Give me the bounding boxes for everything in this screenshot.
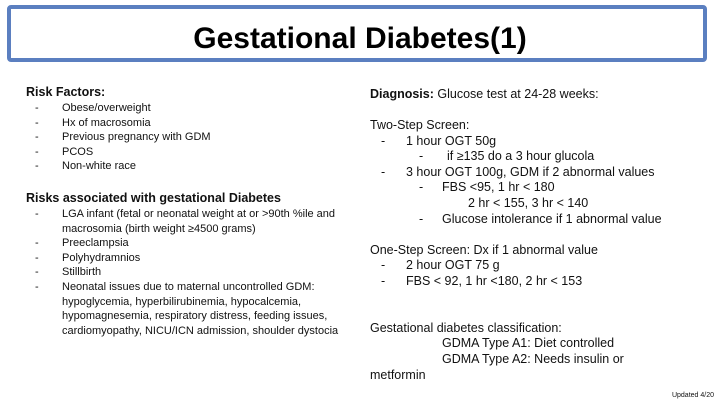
risk-factor-item: - Non-white race bbox=[35, 159, 325, 174]
one-step-item-1: - 2 hour OGT 75 g bbox=[381, 258, 500, 272]
two-step-item-2: - 3 hour OGT 100g, GDM if 2 abnormal values bbox=[381, 165, 655, 179]
risk-factor-item: - Hx of macrosomia bbox=[35, 116, 325, 131]
two-step-item-2-sub-a-cont: 2 hr < 155, 3 hr < 140 bbox=[468, 196, 589, 210]
classification-a2-cont: metformin bbox=[370, 368, 426, 382]
risk-factor-item: - Obese/overweight bbox=[35, 101, 325, 116]
classification-heading: Gestational diabetes classification: bbox=[370, 321, 562, 335]
classification-a2: GDMA Type A2: Needs insulin or bbox=[442, 352, 624, 366]
two-step-item-1: - 1 hour OGT 50g bbox=[381, 134, 497, 148]
one-step-heading: One-Step Screen: Dx if 1 abnormal value bbox=[370, 243, 598, 257]
two-step-item-2-sub-b: - Glucose intolerance if 1 abnormal value bbox=[419, 212, 662, 226]
slide-title: Gestational Diabetes(1) bbox=[193, 22, 527, 55]
risk-item: - Preeclampsia bbox=[35, 236, 357, 251]
risk-factor-item: - PCOS bbox=[35, 145, 325, 160]
updated-footer: Updated 4/20 bbox=[671, 392, 714, 399]
two-step-heading: Two-Step Screen: bbox=[370, 118, 470, 132]
risk-item: - Stillbirth bbox=[35, 265, 357, 280]
risk-factors-list bbox=[35, 101, 325, 174]
classification-a1: GDMA Type A1: Diet controlled bbox=[442, 336, 615, 350]
risk-factor-item: - Previous pregnancy with GDM bbox=[35, 130, 325, 145]
diagnosis-label: Diagnosis: bbox=[370, 87, 434, 101]
risks-list bbox=[35, 207, 357, 338]
diagnosis-line bbox=[370, 87, 599, 103]
risk-item: - Neonatal issues due to maternal uncontrolled GDM: hypoglycemia, hyperbilirubinemia, hypocalcemia, hypomagnesemia, respiratory distress, feeding issues, cardiomyopathy, NICU/ICN admission, shoulder dystocia bbox=[35, 280, 357, 338]
risk-item: - LGA infant (fetal or neonatal weight at or >90th %ile and macrosomia (birth weight ≥4500 grams) bbox=[35, 207, 357, 236]
two-step-item-1-sub: - if ≥135 do a 3 hour glucola bbox=[419, 149, 595, 163]
diagnosis-text: Glucose test at 24-28 weeks: bbox=[437, 87, 599, 101]
risks-heading: Risks associated with gestational Diabetes bbox=[26, 191, 281, 205]
risk-item: - Polyhydramnios bbox=[35, 251, 357, 266]
two-step-item-2-sub-a: - FBS <95, 1 hr < 180 bbox=[419, 180, 555, 194]
risk-factors-heading: Risk Factors: bbox=[26, 85, 106, 99]
one-step-item-2: - FBS < 92, 1 hr <180, 2 hr < 153 bbox=[381, 274, 583, 288]
